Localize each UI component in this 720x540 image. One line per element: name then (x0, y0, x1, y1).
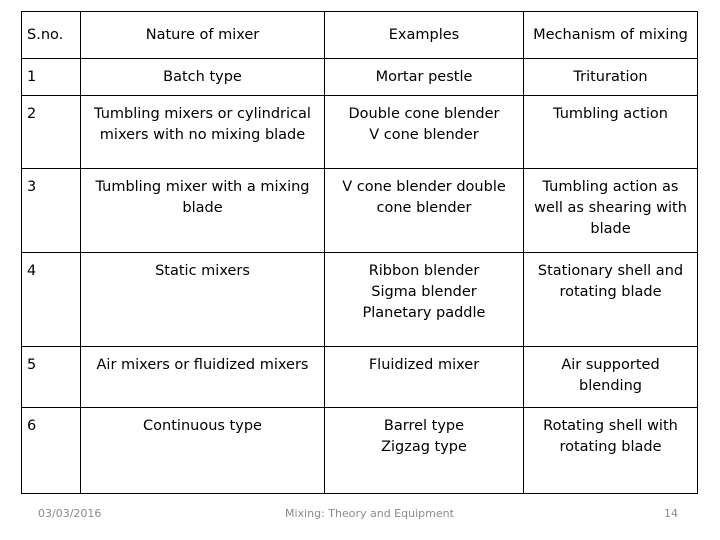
cell-mechanism-line: Trituration (573, 69, 648, 85)
cell-examples (325, 347, 524, 408)
cell-sno (22, 408, 81, 494)
table-body (22, 59, 698, 494)
cell-nature (81, 253, 325, 347)
table-row (22, 253, 698, 347)
cell-examples-line: Ribbon blender (368, 263, 480, 279)
cell-sno-text: 4 (27, 263, 37, 279)
cell-nature-line: Continuous type (143, 418, 262, 434)
cell-examples-line: cone blender (376, 200, 472, 216)
cell-examples (325, 96, 524, 169)
cell-nature-line: mixers with no mixing blade (99, 127, 306, 143)
header-examples: Examples (325, 12, 524, 59)
cell-nature-line: Static mixers (155, 263, 250, 279)
cell-sno-text: 5 (27, 357, 37, 373)
cell-mechanism (524, 253, 698, 347)
cell-examples-line: Planetary paddle (362, 305, 486, 321)
header-mechanism: Mechanism of mixing (524, 12, 698, 59)
cell-nature (81, 96, 325, 169)
cell-nature (81, 347, 325, 408)
cell-examples (325, 408, 524, 494)
cell-mechanism-line: rotating blade (559, 439, 662, 455)
cell-sno (22, 347, 81, 408)
cell-examples-line: V cone blender (369, 127, 479, 143)
cell-mechanism (524, 408, 698, 494)
cell-mechanism (524, 96, 698, 169)
mixer-classification-table (21, 11, 698, 494)
cell-nature-line: Batch type (163, 69, 242, 85)
table-row (22, 59, 698, 96)
cell-mechanism-line: Air supported (561, 357, 660, 373)
cell-nature (81, 59, 325, 96)
footer-title: Mixing: Theory and Equipment (285, 507, 454, 520)
cell-nature-line: Air mixers or fluidized mixers (96, 357, 309, 373)
cell-mechanism-line: blade (590, 221, 631, 237)
mixer-table-container (21, 11, 697, 493)
cell-mechanism-line: Tumbling action as (542, 179, 679, 195)
cell-examples-line: Sigma blender (371, 284, 477, 300)
cell-examples (325, 169, 524, 253)
cell-nature-line: Tumbling mixer with a mixing (95, 179, 310, 195)
cell-mechanism (524, 59, 698, 96)
cell-examples-line: V cone blender double (342, 179, 506, 195)
cell-examples (325, 59, 524, 96)
table-header-row (22, 12, 698, 59)
cell-sno (22, 253, 81, 347)
cell-mechanism-line: Stationary shell and (537, 263, 684, 279)
footer-page-number: 14 (664, 507, 678, 520)
cell-sno (22, 169, 81, 253)
cell-examples-line: Zigzag type (381, 439, 467, 455)
table-row (22, 96, 698, 169)
cell-mechanism-line: Tumbling action (553, 106, 668, 122)
cell-nature-line: Tumbling mixers or cylindrical (94, 106, 311, 122)
cell-nature-line: blade (182, 200, 223, 216)
cell-examples-line: Mortar pestle (375, 69, 473, 85)
cell-examples-line: Double cone blender (348, 106, 500, 122)
cell-sno-text: 1 (27, 69, 37, 85)
cell-sno-text: 2 (27, 106, 37, 122)
cell-sno-text: 6 (27, 418, 37, 434)
cell-nature (81, 169, 325, 253)
cell-examples (325, 253, 524, 347)
cell-mechanism-line: well as shearing with (534, 200, 687, 216)
cell-examples-line: Fluidized mixer (368, 357, 480, 373)
cell-sno (22, 96, 81, 169)
cell-nature (81, 408, 325, 494)
header-sno: S.no. (22, 12, 81, 59)
table-row (22, 408, 698, 494)
cell-mechanism (524, 347, 698, 408)
table-row (22, 169, 698, 253)
cell-sno-text: 3 (27, 179, 37, 195)
cell-mechanism-line: Rotating shell with (543, 418, 678, 434)
cell-mechanism (524, 169, 698, 253)
header-nature: Nature of mixer (81, 12, 325, 59)
footer-date: 03/03/2016 (38, 507, 102, 520)
cell-mechanism-line: blending (579, 378, 642, 394)
cell-examples-line: Barrel type (383, 418, 465, 434)
cell-sno (22, 59, 81, 96)
table-row (22, 347, 698, 408)
cell-mechanism-line: rotating blade (559, 284, 662, 300)
